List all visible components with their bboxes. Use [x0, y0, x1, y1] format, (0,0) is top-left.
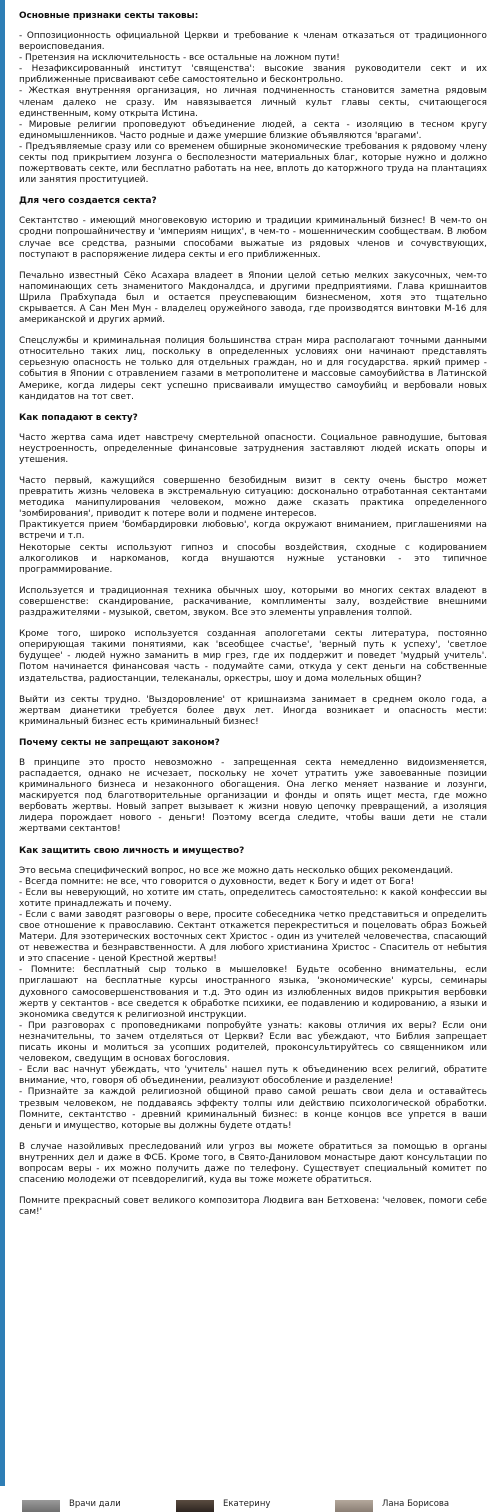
- related-article-thumbnail[interactable]: [335, 1500, 373, 1512]
- related-article-link[interactable]: [176, 1496, 270, 1512]
- related-articles-strip: [0, 1486, 500, 1512]
- paragraph: Выйти из секты трудно. 'Выздоровление' от кришнаизма занимает в среднем около года, а жертвам дианетики требуется более двух лет. Иногда возникает и опасность мести: криминальный бизнес есть криминальный бизнес!: [19, 694, 487, 727]
- paragraph: В принципе это просто невозможно - запрещенная секта немедленно видоизменяется, распадается, однако не исчезает, поскольку не хочет утратить уже завоеванные позиции криминального бизнеса и незаконного обогащения. Она легко меняет название и лозунги, маскируется под благотворительные организации и фонды и опять ищет места, где можно вербовать жертвы. Новый запрет вызывает к жизни новую цепочку превращений, а изоляция лидера порождает нового - деньги! Поэтому всегда следите, чтобы ваши дети не стали жертвами сектантов!: [19, 757, 487, 835]
- section-heading: Как защитить свою личность и имущество?: [19, 845, 245, 856]
- paragraph: Помните прекрасный совет великого композитора Людвига ван Бетховена: 'человек, помоги себе сам!': [19, 1196, 487, 1218]
- paragraph: - Оппозиционность официальной Церкви и требование к членам отказаться от традиционного вероисповедания. - Претензия на исключительность - все остальные на ложном пути! - Незафиксированный институт 'священства': высокие звания руководители сект и их приближенные присваивают себе самостоятельно и бесконтрольно. - Жесткая внутренняя организация, но личная подчиненность становится заметна рядовым членам далеко не сразу. Им навязывается личный культ главы секты, считающегося единственным, кому открыта Истина. - Мировые религии проповедуют объединение людей, а секта - изоляцию в тесном кругу единомышленников. Часто родные и даже умершие близкие объявляются 'врагами'. - Предъявляемые сразу или со временем обширные экономические требования к рядовому члену секты под прикрытием лозунга о бесполезности материальных благ, которые нужно и должно пожертвовать секте, или бесплатно работать на нее, вплоть до каторжного труда на плантациях или занятия проституцией.: [19, 31, 487, 186]
- section-heading: Для чего создается секта?: [19, 196, 157, 207]
- related-article-title[interactable]: Врачи дали: [69, 1499, 121, 1509]
- paragraph: Кроме того, широко используется созданная апологетами секты литература, постоянно оперирующая такими понятиями, как 'всеобщее счастье', 'верный путь к успеху', 'светлое будущее' - людей нужно заманить в мир грез, где их поддержит и поведет 'мудрый учитель'. Потом начинается финансовая часть - подумайте сами, откуда у сект деньги на собственные издательства, радиостанции, телеканалы, оркестры, шоу и дома молельных общин?: [19, 629, 487, 684]
- section-heading: Как попадают в секту?: [19, 412, 138, 423]
- related-article-title[interactable]: Лана Борисова: [382, 1499, 450, 1509]
- paragraph: Часто первый, кажущийся совершенно безобидным визит в секту очень быстро может превратить жизнь человека в экстремальную ситуацию: досконально отработанная сектантами методика манипулирования человеком, можно даже сказать практика определенного 'зомбирования', приводит к потере воли и подмене интересов. Практикуется прием 'бомбардировки любовью', когда окружают вниманием, приглашениями на встречи и т.п. Некоторые секты используют гипноз и способы воздействия, сходные с кодированием алкоголиков и наркоманов, когда внушаются нужные установки - это типичное программирование.: [19, 476, 487, 575]
- paragraph: Это весьма специфический вопрос, но все же можно дать несколько общих рекомендаций. - Всегда помните: не все, что говорится о духовности, ведет к Богу и идет от Бога! - Если вы неверующий, но хотите им стать, определитесь самостоятельно: к какой конфессии вы хотите принадлежать и почему. - Если с вами заводят разговоры о вере, просите собеседника четко представиться и определить свое отношение к православию. Сектант откажется перекреститься и поцеловать образ Божьей Матери. Для эзотерических восточных сект Христос - один из учителей человечества, спасающий от невежества и безнравственности. А для любого христианина Христос - Спаситель от небытия и это спасение - ценой Крестной жертвы! - Помните: бесплатный сыр только в мышеловке! Будьте особенно внимательны, если приглашают на бесплатные курсы иностранного языка, 'экономические' курсы, семинары духовного самосовершенствования и т.д. Это один из излюбленных видов прикрытия вербовки жертв у сектантов - все сведется к обработке психики, ее подавлению и кодированию, а языки и экономика сведутся к религиозной инструкции. - При разговорах с проповедниками попробуйте узнать: каковы отличия их веры? Если они незначительны, то зачем отделяться от Церкви? Если вас убеждают, что Библия запрещает писать иконы и молиться за усопших родителей, проконсультируйтесь со священником или человеком, сведущим в основах богословия. - Если вас начнут убеждать, что 'учитель' нашел путь к объединению всех религий, обратите внимание, что, говоря об объединении, реализуют обособление и разделение! - Признайте за каждой религиозной общиной право самой решать свои дела и оставайтесь трезвым человеком, не поддаваясь эффекту толпы или действию психологической обработки. Помните, сектантство - древний криминальный бизнес: в конце концов все упрется в ваши деньги и имущество, которые вы должны будете отдать!: [19, 865, 487, 1131]
- section-heading: Почему секты не запрещают законом?: [19, 737, 220, 748]
- related-article-title[interactable]: Екатерину: [223, 1499, 271, 1509]
- paragraph: Используется и традиционная техника обычных шоу, которыми во многих сектах владеют в совершенстве: скандирование, раскачивание, комплименты залу, воздействие внешними раздражителями - музыкой, светом, звуком. Все это элементы управления толпой.: [19, 585, 487, 619]
- paragraph: Часто жертва сама идет навстречу смертельной опасности. Социальное равнодушие, бытовая неустроенность, определенные финансовые затруднения заставляют людей искать опоры и утешения.: [19, 432, 487, 465]
- paragraph: В случае назойливых преследований или угроз вы можете обратиться за помощью в органы внутренних дел и даже в ФСБ. Кроме того, в Свято-Даниловом монастыре дают консультации по вопросам веры - их можно получить даже по телефону. Существует специальный комитет по спасению молодежи от псевдорелигий, куда вы тоже можете обратиться.: [19, 1141, 487, 1186]
- related-article-thumbnail[interactable]: [176, 1500, 214, 1512]
- paragraph: Сектантство - имеющий многовековую историю и традиции криминальный бизнес! В чем-то он сродни попрошайничеству и 'империям нищих', в чем-то - мошенническим сообществам. В любом случае все средства, разными способами выжатые из рядовых членов и сочувствующих, поступают в распоряжение лидера секты и его приближенных.: [19, 216, 487, 260]
- section-heading: Основные признаки секты таковы:: [19, 11, 199, 21]
- related-article-link[interactable]: [335, 1496, 449, 1512]
- paragraph: Спецслужбы и криминальная полиция большинства стран мира располагают точными данными относительно таких лиц, поскольку в определенных условиях они начинают представлять серьезную опасность не только для отдельных граждан, но и для государства. яркий пример - события в Японии с отравлением газами в метрополитене и массовые самоубийства в Латинской Америке, когда лидеры сект успешно присваивали имущество самоубийц и вербовали новых кандидатов на тот свет.: [19, 336, 487, 402]
- related-article-link[interactable]: [22, 1496, 121, 1512]
- paragraph: Печально известный Сёко Асахара владеет в Японии целой сетью мелких закусочных, чем-то напоминающих сеть знаменитого Макдоналдса, и другими предприятиями. Глава кришнаитов Шрила Прабхупада был и остается преуспевающим бизнесменом, хотя это тщательно скрывается. А Сан Мен Мун - владелец оружейного завода, где производятся винтовки М-16 для американской и других армий.: [19, 270, 487, 326]
- related-article-thumbnail[interactable]: [22, 1500, 60, 1512]
